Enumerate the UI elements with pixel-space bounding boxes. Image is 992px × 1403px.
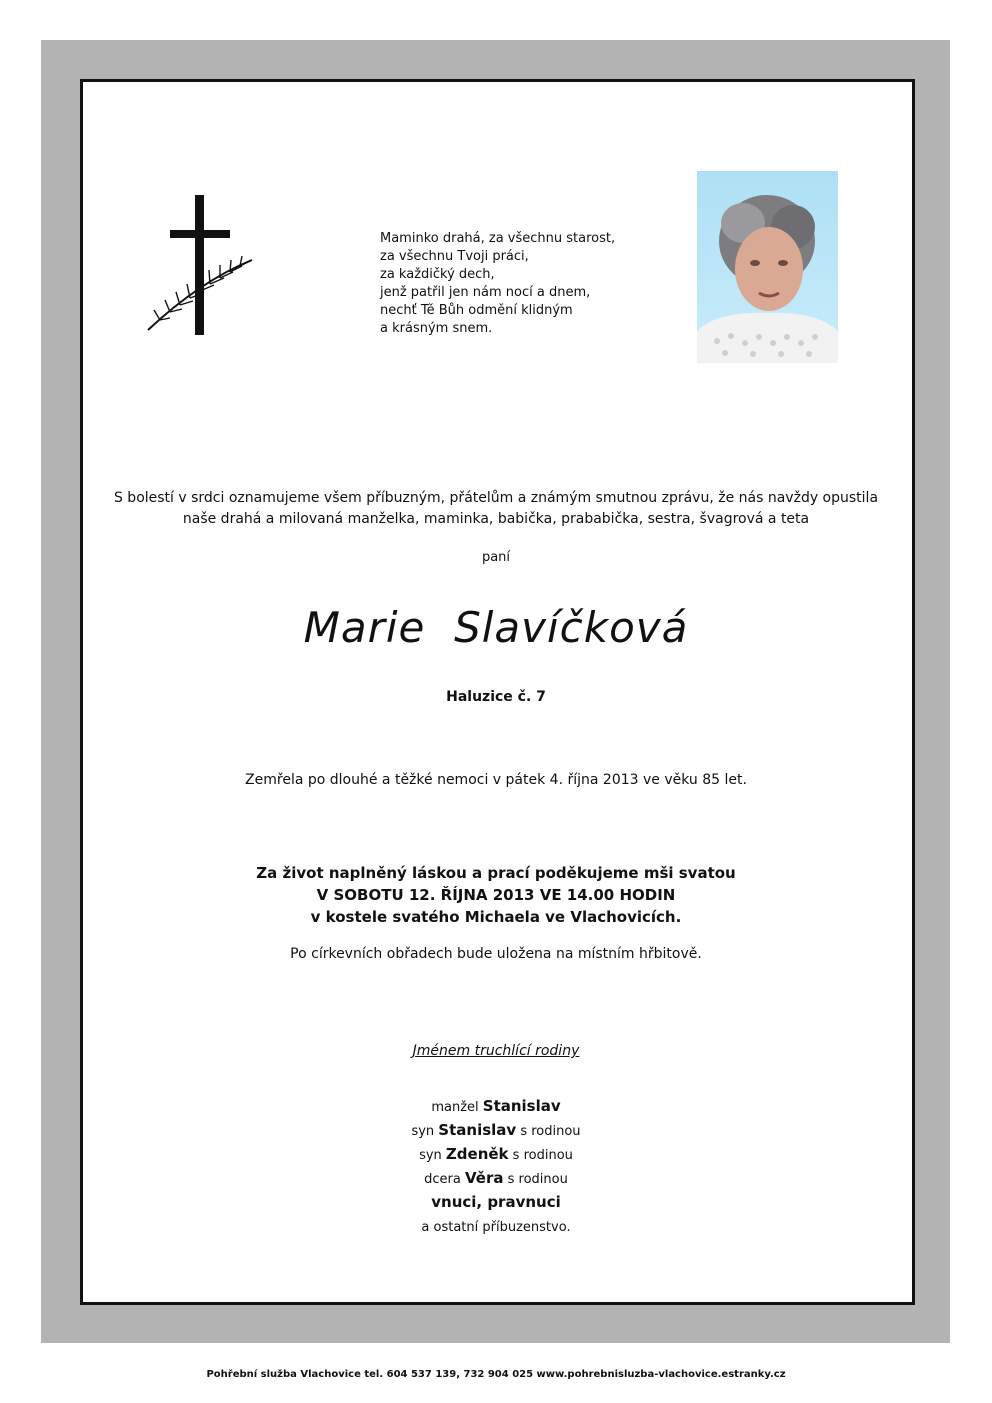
family-member	[0, 1095, 992, 1119]
family-member	[0, 1143, 992, 1167]
member-name: Věra	[465, 1169, 504, 1187]
death-notice: Zemřela po dlouhé a těžké nemoci v pátek 4. října 2013 ve věku 85 let.	[245, 772, 747, 788]
poem-line: jenž patřil jen nám nocí a dnem,	[380, 285, 591, 300]
burial-info: Po církevních obřadech bude uložena na místním hřbitově.	[290, 946, 702, 962]
poem-line: a krásným snem.	[380, 321, 493, 336]
funeral-line: v kostele svatého Michaela ve Vlachovicích.	[310, 908, 682, 926]
suffix: s rodinou	[516, 1124, 581, 1139]
deceased-name: Marie Slavíčková	[303, 603, 689, 652]
suffix: s rodinou	[508, 1148, 573, 1163]
address: Haluzice č. 7	[446, 689, 546, 705]
member-name: Stanislav	[438, 1121, 517, 1139]
family-member	[0, 1191, 992, 1215]
poem-line: Maminko drahá, za všechnu starost,	[380, 231, 616, 246]
poem-line: nechť Tě Bůh odmění klidným	[380, 303, 573, 318]
member-name: Zdeněk	[445, 1145, 509, 1163]
member-name: vnuci, pravnuci	[431, 1193, 561, 1211]
poem-line: za každičký dech,	[380, 267, 495, 282]
funeral-info	[0, 862, 992, 928]
funeral-line: V SOBOTU 12. ŘÍJNA 2013 VE 14.00 HODIN	[316, 886, 676, 904]
relation: a ostatní příbuzenstvo.	[421, 1220, 571, 1235]
funeral-line: Za život naplněný láskou a prací poděkujeme mši svatou	[256, 864, 736, 882]
announcement-line: S bolestí v srdci oznamujeme všem příbuzným, přátelům a známým smutnou zprávu, že nás navždy opustila	[113, 490, 879, 506]
poem	[380, 230, 640, 338]
relation: syn	[411, 1124, 439, 1139]
honorific: paní	[481, 550, 511, 565]
funeral-service-footer: Pohřební služba Vlachovice tel. 604 537 139, 732 904 025 www.pohrebnisluzba-vlachovice.estranky.cz	[206, 1369, 786, 1380]
family-member	[0, 1215, 992, 1239]
member-name: Stanislav	[482, 1097, 561, 1115]
suffix: s rodinou	[503, 1172, 568, 1187]
family-heading: Jménem truchlící rodiny	[412, 1043, 580, 1059]
announcement-line: naše drahá a milovaná manželka, maminka, babička, prababička, sestra, švagrová a teta	[182, 511, 810, 527]
family-member	[0, 1119, 992, 1143]
relation: manžel	[431, 1100, 483, 1115]
poem-line: za všechnu Tvoji práci,	[380, 249, 529, 264]
portrait-photo	[697, 171, 838, 363]
cross-with-palm-icon	[140, 190, 260, 340]
family-list	[0, 1095, 992, 1239]
relation: syn	[419, 1148, 446, 1163]
announcement-text	[100, 488, 892, 530]
family-member	[0, 1167, 992, 1191]
relation: dcera	[424, 1172, 465, 1187]
